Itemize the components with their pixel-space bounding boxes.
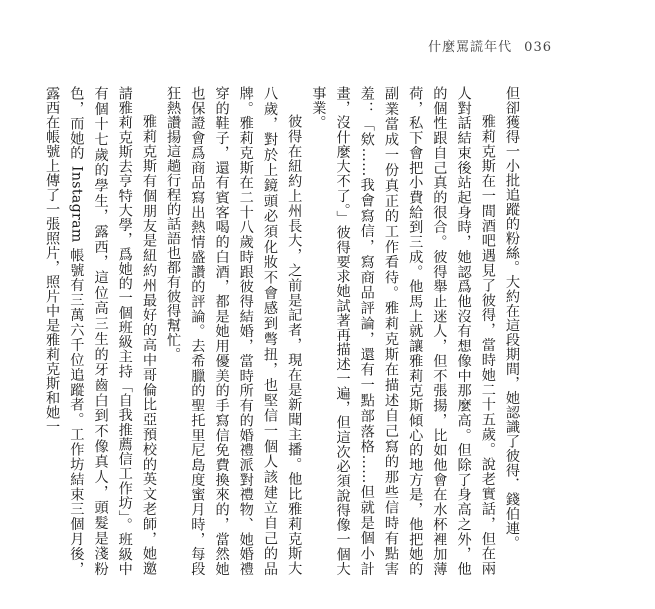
book-title: 什麼罵謊年代 [428, 40, 513, 55]
paragraph: 彼得在紐約上州長大，之前是記者，現在是新聞主播。他比雅莉克斯大八歲，對於上鏡頭必須化妝不會感到彆扭，也堅信一個人該建立自己的品牌。雅莉克斯在二十八歲時跟彼得結婚，當時所有的婚禮派對禮物、她婚禮穿的鞋子，還有賓客喝的白酒，都是她用優美的手寫信免費換來的，當然她也保證會爲商品寫出熱情盛讚的評論。去希臘的聖托里尼島度蜜月時，每段狂熱讚揚這趟行程的話語也都有彼得幫忙。 [165, 86, 303, 576]
paragraph: 雅莉克斯有個朋友是紐約州最好的高中哥倫比亞預校的英文老師，她邀請雅莉克斯去亨特大學，爲她的一個班級主持「自我推薦信工作坊」。班級中有個十七歲的學生，露西，這位高三生的牙齒白到不像真人，頭髮是淺粉色，而她的 Instagram 帳號有三萬六千位追蹤者。工作坊結束三個月後，露西在帳號上傳了一張照片，照片中是雅莉克斯和她一 [44, 86, 157, 576]
paragraph: 但卻獲得一小批追蹤的粉絲。大約在這段期間，她認識了彼得．錢伯連。 [504, 86, 520, 550]
vertical-text-body [44, 86, 524, 576]
running-header [428, 36, 552, 55]
paragraph: 雅莉克斯在一間酒吧遇見了彼得，當時她二十五歲。說老實話，但在兩人對話結束後站起身時，她認爲他沒有想像中那麼高。但除了身高之外，他的個性跟自己真的很合。彼得舉止迷人，但不張揚，比如他會在水杯裡加薄荷，私下會把小費給到三成。他馬上就讓雅莉克斯傾心的地方是，他把她的副業當成一份真正的工作看待。雅莉克斯在描述自己寫的那些信時有點害羞：「欸……我會寫信，寫商品評論，還有一點部落格……但就是個小計畫，沒什麼大不了。」彼得要求她試著再描述一遍，但這次必須說得像一個大事業。 [310, 86, 496, 576]
page-number: 036 [524, 40, 552, 55]
